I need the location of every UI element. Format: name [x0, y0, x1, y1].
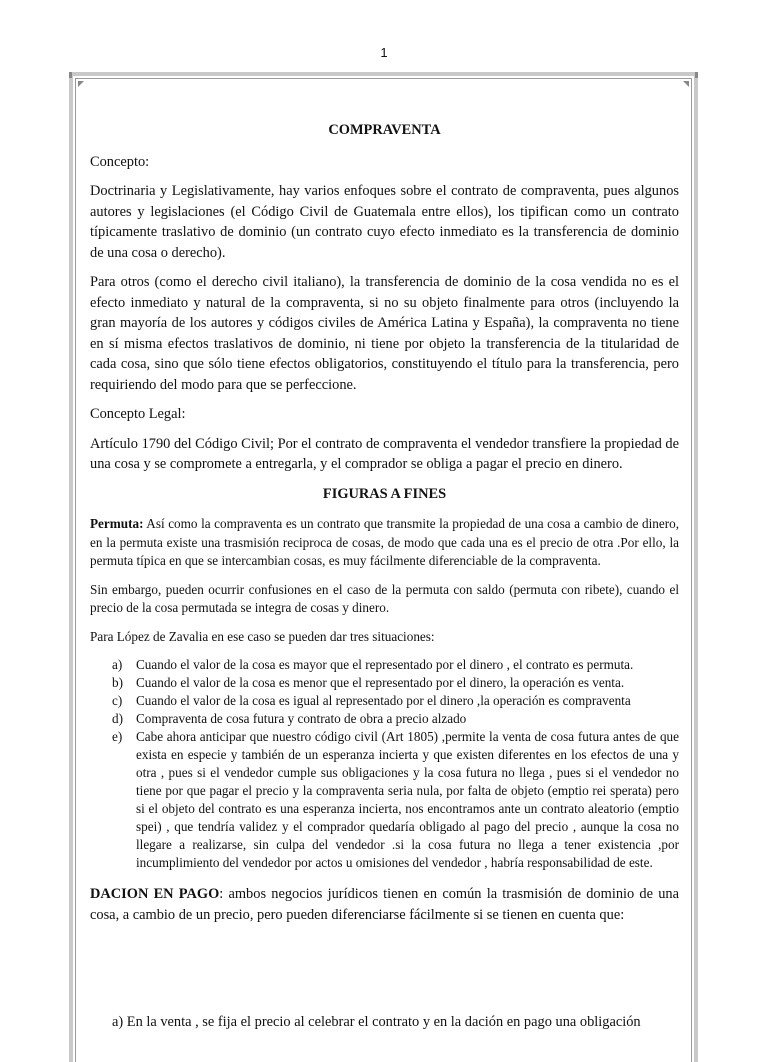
paragraph-sin-embargo: Sin embargo, pueden ocurrir confusiones en el caso de la permuta con saldo (permuta con ribete), cuando el precio de la cosa permutada se integra de cosas y dinero.	[90, 581, 679, 615]
cut-off-line: a) En la venta , se fija el precio al celebrar el contrato y en la dación en pago una obligación	[112, 1014, 641, 1030]
list-marker: d)	[112, 711, 123, 726]
dacion-text: : ambos negocios jurídicos tienen en común la trasmisión de dominio de una cosa, a cambio de un precio, pero pueden diferenciarse fácilmente si se tienen en cuenta que:	[90, 886, 679, 923]
list-item-text: Cabe ahora anticipar que nuestro código civil (Art 1805) ,permite la venta de cosa futura antes de que exista en especie y también de un esperanza incierta y que existen diferentes en los efectos de una y otra , pues si el vendedor cumple sus obligaciones y la cosa futura no llega , pues si el vendedor no tiene por que pagar el precio y la compraventa seria nula, por falta de objeto (emptio rei sperata) pero si el objeto del contrato es una esperanza incierta, nos encontramos ante un contrato aleatorio (emptio spei) , que tendría validez y el comprador quedaría obligado al pago del precio , aunque la cosa no llegare a realizarse, sin culpa del vendedor .si la cosa futura no llega a tener existencia ,por incumplimiento del vendedor por actos u omisiones del vendedor , habría responsabilidad de este.	[136, 729, 679, 870]
situations-list	[90, 656, 679, 872]
paragraph-doctrinaria: Doctrinaria y Legislativamente, hay varios enfoques sobre el contrato de compraventa, pues algunos autores y legislaciones (el Código Civil de Guatemala entre ellos), los tipifican como un contrato típicamente traslativo de dominio (un contrato cuyo efecto inmediato es la transferencia de dominio de una cosa o derecho).	[90, 183, 679, 261]
list-item	[90, 656, 679, 674]
concepto-label: Concepto:	[90, 153, 150, 170]
permuta-label: Permuta:	[90, 516, 144, 531]
list-item	[90, 692, 679, 710]
concepto-legal-label: Concepto Legal:	[90, 406, 186, 422]
corner-marker-icon	[683, 81, 689, 87]
figuras-heading: FIGURAS A FINES	[322, 485, 447, 502]
document-body	[90, 120, 679, 934]
list-item	[90, 710, 679, 728]
list-item	[90, 728, 679, 872]
list-item	[90, 674, 679, 692]
corner-marker-icon	[78, 81, 84, 87]
paragraph-para-otros: Para otros (como el derecho civil italiano), la transferencia de dominio de la cosa vendida no es el efecto inmediato y natural de la compraventa, si no su objeto finalmente para otros (incluyendo la gran mayoría de los autores y códigos civiles de América Latina y España), la compraventa no tiene en sí misma efectos traslativos de dominio, ni tiene por objeto la transferencia de la titularidad de cada cosa, sino que sólo tiene efectos obligatorios, constituyendo el título para la transferencia, pero requiriendo del modo para que se perfeccione.	[90, 274, 679, 393]
document-title: COMPRAVENTA	[328, 122, 441, 138]
dacion-label: DACION EN PAGO	[90, 886, 220, 902]
frame-handle-left	[69, 72, 72, 78]
page-number: 1	[380, 45, 388, 60]
list-marker: c)	[112, 693, 123, 708]
paragraph-lopez: Para López de Zavalia en ese caso se pueden dar tres situaciones:	[90, 628, 435, 644]
permuta-section	[90, 515, 679, 646]
paragraph-permuta	[90, 515, 679, 571]
list-marker: e)	[112, 729, 123, 744]
paragraph-articulo: Artículo 1790 del Código Civil; Por el contrato de compraventa el vendedor transfiere la propiedad de una cosa y se compromete a entregarla, y el comprador se obliga a pagar el precio en dinero.	[90, 435, 679, 472]
frame-handle-right	[695, 72, 698, 78]
permuta-text: Así como la compraventa es un contrato que transmite la propiedad de una cosa a cambio de dinero, en la permuta existe una trasmisión reciproca de cosas, de modo que cada una es el precio de otra .Por ello, la permuta típica en que se intercambian cosas, es muy fácilmente diferenciable de la compraventa.	[90, 516, 679, 568]
paragraph-dacion	[90, 884, 679, 925]
list-item-text: Cuando el valor de la cosa es menor que el representado por el dinero, la operación es venta.	[136, 675, 625, 690]
list-marker: b)	[112, 675, 123, 690]
list-item-text: Cuando el valor de la cosa es mayor que el representado por el dinero , el contrato es permuta.	[136, 657, 634, 672]
list-marker: a)	[112, 657, 123, 672]
list-item-text: Cuando el valor de la cosa es igual al representado por el dinero ,la operación es compraventa	[136, 693, 631, 708]
list-item-text: Compraventa de cosa futura y contrato de obra a precio alzado	[136, 711, 467, 726]
